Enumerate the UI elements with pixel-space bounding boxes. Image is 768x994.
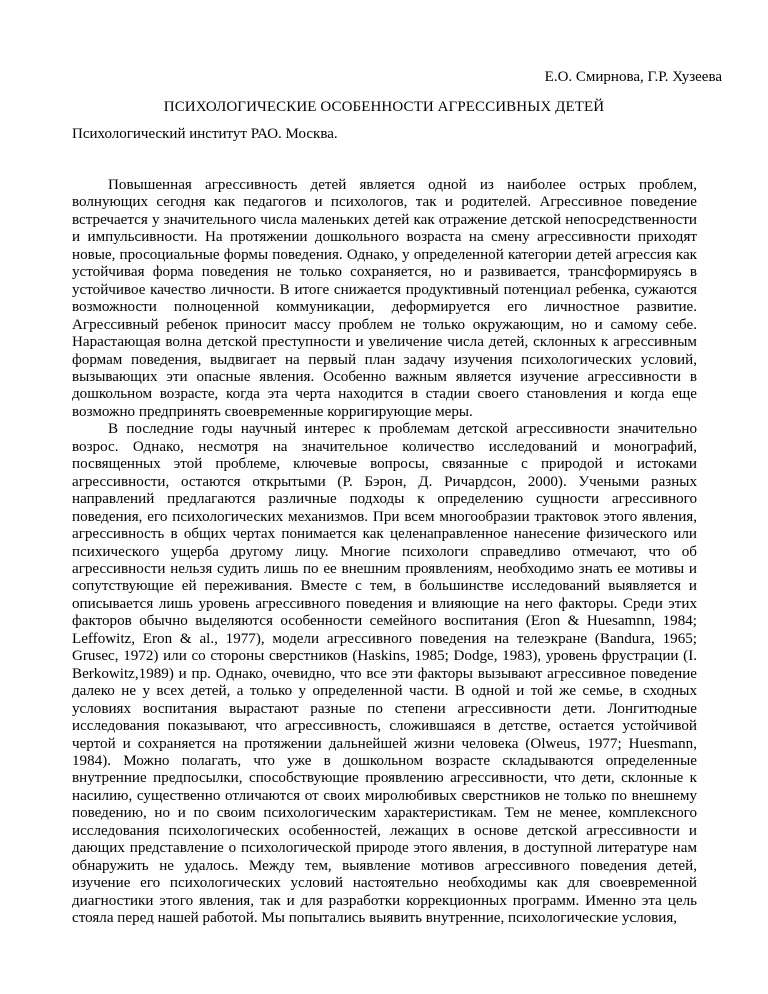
- affiliation-line: Психологический институт РАО. Москва.: [72, 126, 338, 142]
- article-body: [72, 177, 697, 927]
- paragraph-2: В последние годы научный интерес к проблемам детской агрессивности значительно возрос. Однако, несмотря на значительное количество исследований и монографий, посвященных этой проблеме, ключевые вопросы, связанные с природой и истоками агрессивности, остаются открытыми (Р. Бэрон, Д. Ричардсон, 2000). Учеными разных направлений предлагаются различные подходы к определению сущности агрессивного поведения, его психологических механизмов. При всем многообразии трактовок этого явления, агрессивность в общих чертах понимается как целенаправленное нанесение физического или психического ущерба другому лицу. Многие психологи справедливо отмечают, что об агрессивности нельзя судить лишь по ее внешним проявлениям, необходимо знать ее мотивы и сопутствующие ей переживания. Вместе с тем, в большинстве исследований выявляется и описывается лишь уровень агрессивного поведения и влияющие на него факторы. Среди этих факторов обычно выделяются особенности семейного воспитания (Eron & Huesamnn, 1984; Leffowitz, Eron & al., 1977), модели агрессивного поведения на телеэкране (Bandura, 1965; Grusec, 1972) или со стороны сверстников (Haskins, 1985; Dodge, 1983), уровень фрустрации (I. Berkowitz,1989) и пр. Однако, очевидно, что все эти факторы вызывают агрессивное поведение далеко не у всех детей, а только у определенной части. В одной и той же семье, в сходных условиях воспитания вырастают разные по степени агрессивности дети. Лонгитюдные исследования показывают, что агрессивность, сложившаяся в детстве, остается устойчивой чертой и сохраняется на протяжении дальнейшей жизни человека (Olweus, 1977; Huesmann, 1984). Можно полагать, что уже в дошкольном возрасте складываются определенные внутренние предпосылки, способствующие проявлению агрессивности, что дети, склонные к насилию, существенно отличаются от своих миролюбивых сверстников не только по внешнему поведению, но и по своим психологическим характеристикам. Тем не менее, комплексного исследования психологических особенностей, лежащих в основе детской агрессивности и дающих представление о психологической природе этого явления, в доступной литературе нам обнаружить не удалось. Между тем, выявление мотивов агрессивного поведения детей, изучение его психологических условий настоятельно необходимы как для своевременной диагностики этого явления, так и для разработки коррекционных программ. Именно эта цель стояла перед нашей работой. Мы попытались выявить внутренние, психологические условия,: [72, 421, 697, 927]
- authors-line: Е.О. Смирнова, Г.Р. Хузеева: [544, 69, 722, 85]
- article-title: ПСИХОЛОГИЧЕСКИЕ ОСОБЕННОСТИ АГРЕССИВНЫХ ДЕТЕЙ: [163, 99, 605, 115]
- paragraph-1: Повышенная агрессивность детей является одной из наиболее острых проблем, волнующих сегодня как педагогов и психологов, так и родителей. Агрессивное поведение встречается у значительного числа маленьких детей как отражение детской непосредственности и импульсивности. На протяжении дошкольного возраста на смену агрессивности приходят новые, просоциальные формы поведения. Однако, у определенной категории детей агрессия как устойчивая форма поведения не только сохраняется, но и развивается, трансформируясь в устойчивое качество личности. В итоге снижается продуктивный потенциал ребенка, сужаются возможности полноценной коммуникации, деформируется его личностное развитие. Агрессивный ребенок приносит массу проблем не только окружающим, но и самому себе. Нарастающая волна детской преступности и увеличение числа детей, склонных к агрессивным формам поведения, выдвигает на первый план задачу изучения психологических условий, вызывающих эти опасные явления. Особенно важным является изучение агрессивности в дошкольном возрасте, когда эта черта находится в стадии своего становления и когда еще возможно предпринять своевременные корригирующие меры.: [72, 177, 697, 420]
